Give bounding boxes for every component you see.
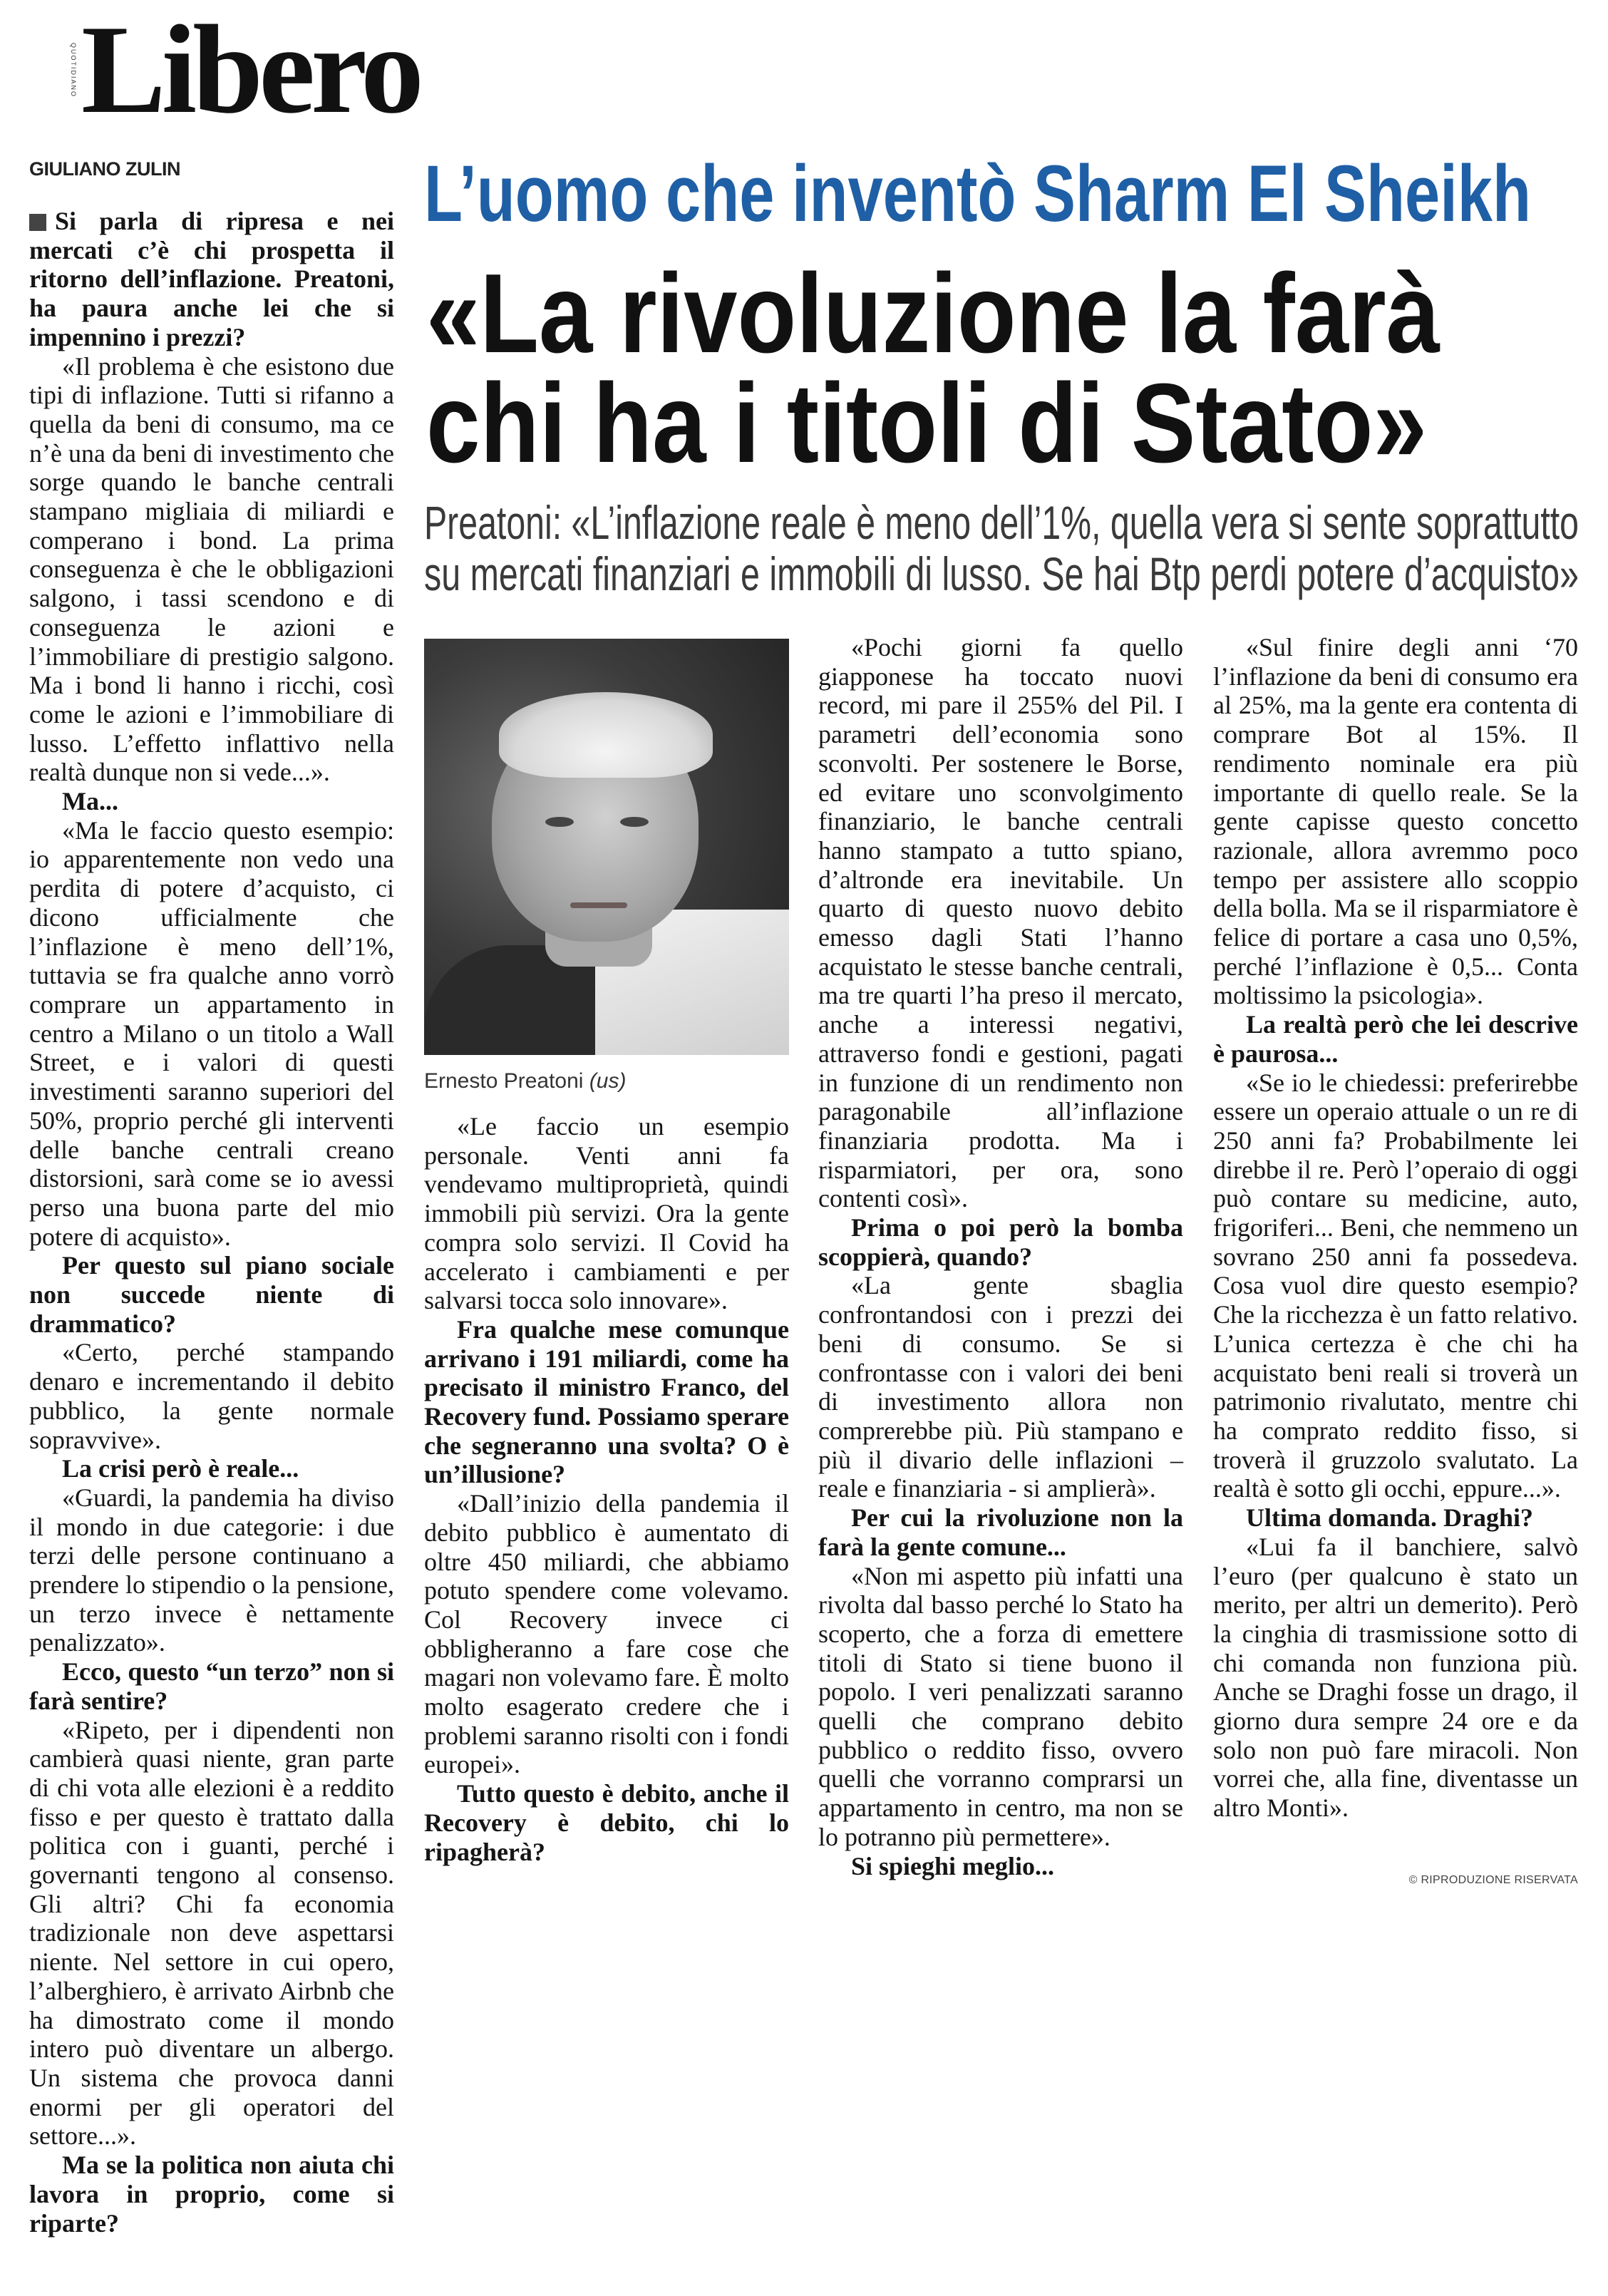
headline-line-1: «La rivoluzione la farà bbox=[426, 251, 1440, 376]
interview-answer bbox=[818, 633, 1183, 1213]
photo-caption bbox=[424, 1071, 626, 1092]
interview-answer bbox=[29, 352, 394, 788]
paragraph-text: Tutto questo è debito, anche il Recovery è debito, chi lo ripagherà? bbox=[424, 1779, 789, 1866]
author-byline: GIULIANO ZULIN bbox=[29, 158, 180, 180]
interview-answer bbox=[424, 1489, 789, 1779]
paragraph-text: «Il problema è che esistono due tipi di inflazione. Tutti si rifanno a quella da beni di consumo, ma ce n’è una da beni di investimento che sorge quando le banche centrali stampano migliaia di miliardi e comperano i bond. La prima conseguenza è che le obbligazioni salgono, i tassi scendono e di conseguenza le azioni e l’immobiliare di prestigio salgono. Ma i bond li hanno i ricchi, così come le azioni e l’immobiliare di lusso. L’effetto inflattivo nella realtà dunque non si vede...». bbox=[29, 351, 394, 787]
article-column-2 bbox=[424, 1112, 789, 1866]
paragraph-text: Si spieghi meglio... bbox=[851, 1851, 1055, 1880]
interview-question bbox=[1213, 1010, 1578, 1068]
paragraph-text: «Non mi aspetto più infatti una rivolta dal basso perché lo Stato ha scoperto, che a forza di emettere titoli di Stato si tiene buono il popolo. I veri penalizzati saranno quelli che comprano debito pubblico o reddito fisso, ovvero quelli che vorranno comprarsi un appartamento in centro, ma non se lo potranno più permettere». bbox=[818, 1561, 1183, 1851]
photo-hair bbox=[499, 692, 713, 778]
interview-answer bbox=[1213, 1069, 1578, 1504]
interview-question bbox=[1213, 1503, 1578, 1533]
interview-question bbox=[818, 1852, 1183, 1881]
portrait-photo bbox=[424, 639, 789, 1055]
kicker: L’uomo che inventò Sharm El Sheikh bbox=[424, 149, 1531, 238]
interview-answer bbox=[1213, 1533, 1578, 1823]
copyright-notice: © RIPRODUZIONE RISERVATA bbox=[1408, 1874, 1578, 1886]
photo-mouth bbox=[570, 902, 627, 908]
interview-answer bbox=[1213, 633, 1578, 1010]
paragraph-text: La crisi però è reale... bbox=[62, 1454, 299, 1483]
interview-answer bbox=[29, 1338, 394, 1454]
square-bullet-icon bbox=[29, 214, 46, 231]
interview-answer bbox=[424, 1112, 789, 1315]
article-column-3 bbox=[818, 633, 1183, 1880]
paragraph-text: «Pochi giorni fa quello giapponese ha toccato nuovi record, mi pare il 255% del Pil. I parametri dell’economia sono sconvolti. Per sostenere le Borse, ed evitare uno sconvolgimento finanziario, le banche centrali hanno stampato a tutto spiano, d’altronde era inevitabile. Un quarto di questo nuovo debito emesso dagli Stati l’hanno acquistato le stesse banche centrali, ma tre quarti l’ha preso il mercato, anche a interessi negativi, attraverso fondi e gestioni, pagati in funzione di un rendimento non paragonabile all’inflazione finanziaria prodotta. Ma i risparmiatori, per ora, sono contenti così». bbox=[818, 633, 1183, 1213]
interview-question bbox=[424, 1779, 789, 1866]
paragraph-text: «Le faccio un esempio personale. Venti anni fa vendevamo multiproprietà, quindi immobili più servizi. Ora la gente compra solo servizi. Il Covid ha accelerato i cambiamenti e per salvarsi tocca solo innovare». bbox=[424, 1112, 789, 1315]
interview-question bbox=[818, 1503, 1183, 1561]
paragraph-text: «Se io le chiedessi: preferirebbe essere un operaio attuale o un re di 250 anni fa? Probabilmente lei direbbe il re. Però l’operaio di oggi può contare su medicine, auto, frigoriferi... Beni, che nemmeno un sovrano 250 anni fa possedeva. Cosa vuol dire questo esempio? Che la ricchezza è un fatto relativo. L’unica certezza è che chi ha acquistato beni reali si troverà un patrimonio rivalutato, mentre chi ha comprato reddito fisso, si troverà il gruzzolo svalutato. La realtà è sotto gli occhi, eppure...». bbox=[1213, 1068, 1578, 1503]
headline-line-2: chi ha i titoli di Stato» bbox=[426, 361, 1427, 486]
paragraph-text: «Dall’inizio della pandemia il debito pubblico è aumentato di oltre 450 miliardi, che abbiamo potuto spendere come volevamo. Col Recovery invece ci obbligheranno a fare cose che magari non volevamo fare. È molto molto esagerato credere che i problemi saranno risolti con i fondi europei». bbox=[424, 1489, 789, 1779]
interview-question bbox=[29, 2151, 394, 2238]
interview-answer bbox=[818, 1562, 1183, 1852]
interview-question bbox=[424, 1315, 789, 1489]
article-column-4 bbox=[1213, 633, 1578, 1823]
caption-name: Ernesto Preatoni bbox=[424, 1069, 584, 1093]
paragraph-text: «Certo, perché stampando denaro e incrementando il debito pubblico, la gente normale sopravvive». bbox=[29, 1338, 394, 1454]
paragraph-text: «Guardi, la pandemia ha diviso il mondo in due categorie: i due terzi delle persone continuano a prendere lo stipendio o la pensione, un terzo invece è nettamente penalizzato». bbox=[29, 1483, 394, 1657]
paragraph-text: Fra qualche mese comunque arrivano i 191 miliardi, come ha precisato il ministro Franco, del Recovery fund. Possiamo sperare che segneranno una svolta? O è un’illusione? bbox=[424, 1314, 789, 1489]
interview-question bbox=[29, 207, 394, 352]
interview-question bbox=[818, 1213, 1183, 1271]
paragraph-text: «Lui fa il banchiere, salvò l’euro (per qualcuno è stato un merito, per altri un demerito). Però la cinghia di trasmissione sotto di chi comanda non funziona più. Anche se Draghi fosse un drago, il giorno dura sempre 24 ore e da solo non può fare miracoli. Non vorrei che, alla fine, diventasse un altro Monti». bbox=[1213, 1532, 1578, 1823]
interview-question bbox=[29, 1251, 394, 1338]
logo-subtext: QUOTIDIANO bbox=[70, 43, 77, 98]
interview-question bbox=[29, 1657, 394, 1715]
subtitle-line-1: Preatoni: «L’inflazione reale è meno dell’1%, quella vera si sente soprattutto bbox=[424, 496, 1579, 549]
caption-credit: (us) bbox=[589, 1069, 627, 1093]
interview-answer bbox=[29, 1716, 394, 2151]
paragraph-text: Si parla di ripresa e nei mercati c’è chi prospetta il ritorno dell’inflazione. Preatoni, ha paura anche lei che si impennino i prezzi? bbox=[29, 207, 394, 351]
paragraph-text: Per questo sul piano sociale non succede niente di drammatico? bbox=[29, 1251, 394, 1338]
interview-question bbox=[29, 787, 394, 816]
subtitle-line-2: su mercati finanziari e immobili di lusso. Se hai Btp perdi potere d’acquisto» bbox=[424, 547, 1579, 600]
paragraph-text: Ma... bbox=[62, 787, 118, 816]
paragraph-text: Per cui la rivoluzione non la farà la gente comune... bbox=[818, 1503, 1183, 1561]
paragraph-text: Ma se la politica non aiuta chi lavora in proprio, come si riparte? bbox=[29, 2151, 394, 2238]
paragraph-text: «Ma le faccio questo esempio: io apparentemente non vedo una perdita di potere d’acquisto, ci dicono ufficialmente che l’inflazione è meno dell’1%, tuttavia se fra qualche anno vorrò comprare un appartamento in centro a Milano o un titolo a Wall Street, e i valori di questi investimenti saranno superiori del 50%, proprio perché gli interventi delle banche centrali creano distorsioni, sarà come se io avessi perso una buona parte del mio potere di acquisto». bbox=[29, 815, 394, 1251]
paragraph-text: «Ripeto, per i dipendenti non cambierà quasi niente, gran parte di chi vota alle elezioni è a reddito fisso e per questo è trattato dalla politica con i guanti, perché i governanti tengono al consenso. Gli altri? Chi fa economia tradizionale non deve aspettarsi niente. Nel settore in cui opero, l’alberghiero, è arrivato Airbnb che ha dimostrato come il mondo intero può diventare un albergo. Un sistema che provoca danni enormi per gli operatori del settore...». bbox=[29, 1715, 394, 2151]
paragraph-text: Ecco, questo “un terzo” non si farà sentire? bbox=[29, 1657, 394, 1715]
photo-eye-right bbox=[620, 817, 649, 827]
paragraph-text: «La gente sbaglia confrontandosi con i prezzi dei beni di consumo. Se si confrontasse con i valori dei beni di investimento allora non comprerebbe più. Più stampano e più il divario delle inflazioni – reale e finanziaria - si amplierà». bbox=[818, 1271, 1183, 1503]
paragraph-text: «Sul finire degli anni ‘70 l’inflazione da beni di consumo era al 25%, ma la gente era contenta di comprare Bot al 15%. Il rendimento nominale era più importante di quello reale. Se la gente capisse questo concetto razionale, allora avremmo poco tempo per assistere allo scoppio della bolla. Ma se il risparmiatore è felice di portare a casa uno 0,5%, perché l’inflazione è 0,5... Conta moltissimo la psicologia». bbox=[1213, 633, 1578, 1010]
logo-wordmark: Libero bbox=[81, 0, 420, 140]
interview-answer bbox=[29, 816, 394, 1252]
article-column-1 bbox=[29, 207, 394, 2238]
paragraph-text: La realtà però che lei descrive è paurosa... bbox=[1213, 1010, 1578, 1068]
photo-eye-left bbox=[545, 817, 574, 827]
interview-answer bbox=[29, 1483, 394, 1657]
paragraph-text: Prima o poi però la bomba scoppierà, quando? bbox=[818, 1213, 1183, 1271]
interview-question bbox=[29, 1454, 394, 1483]
interview-answer bbox=[818, 1271, 1183, 1503]
paragraph-text: Ultima domanda. Draghi? bbox=[1246, 1503, 1534, 1533]
